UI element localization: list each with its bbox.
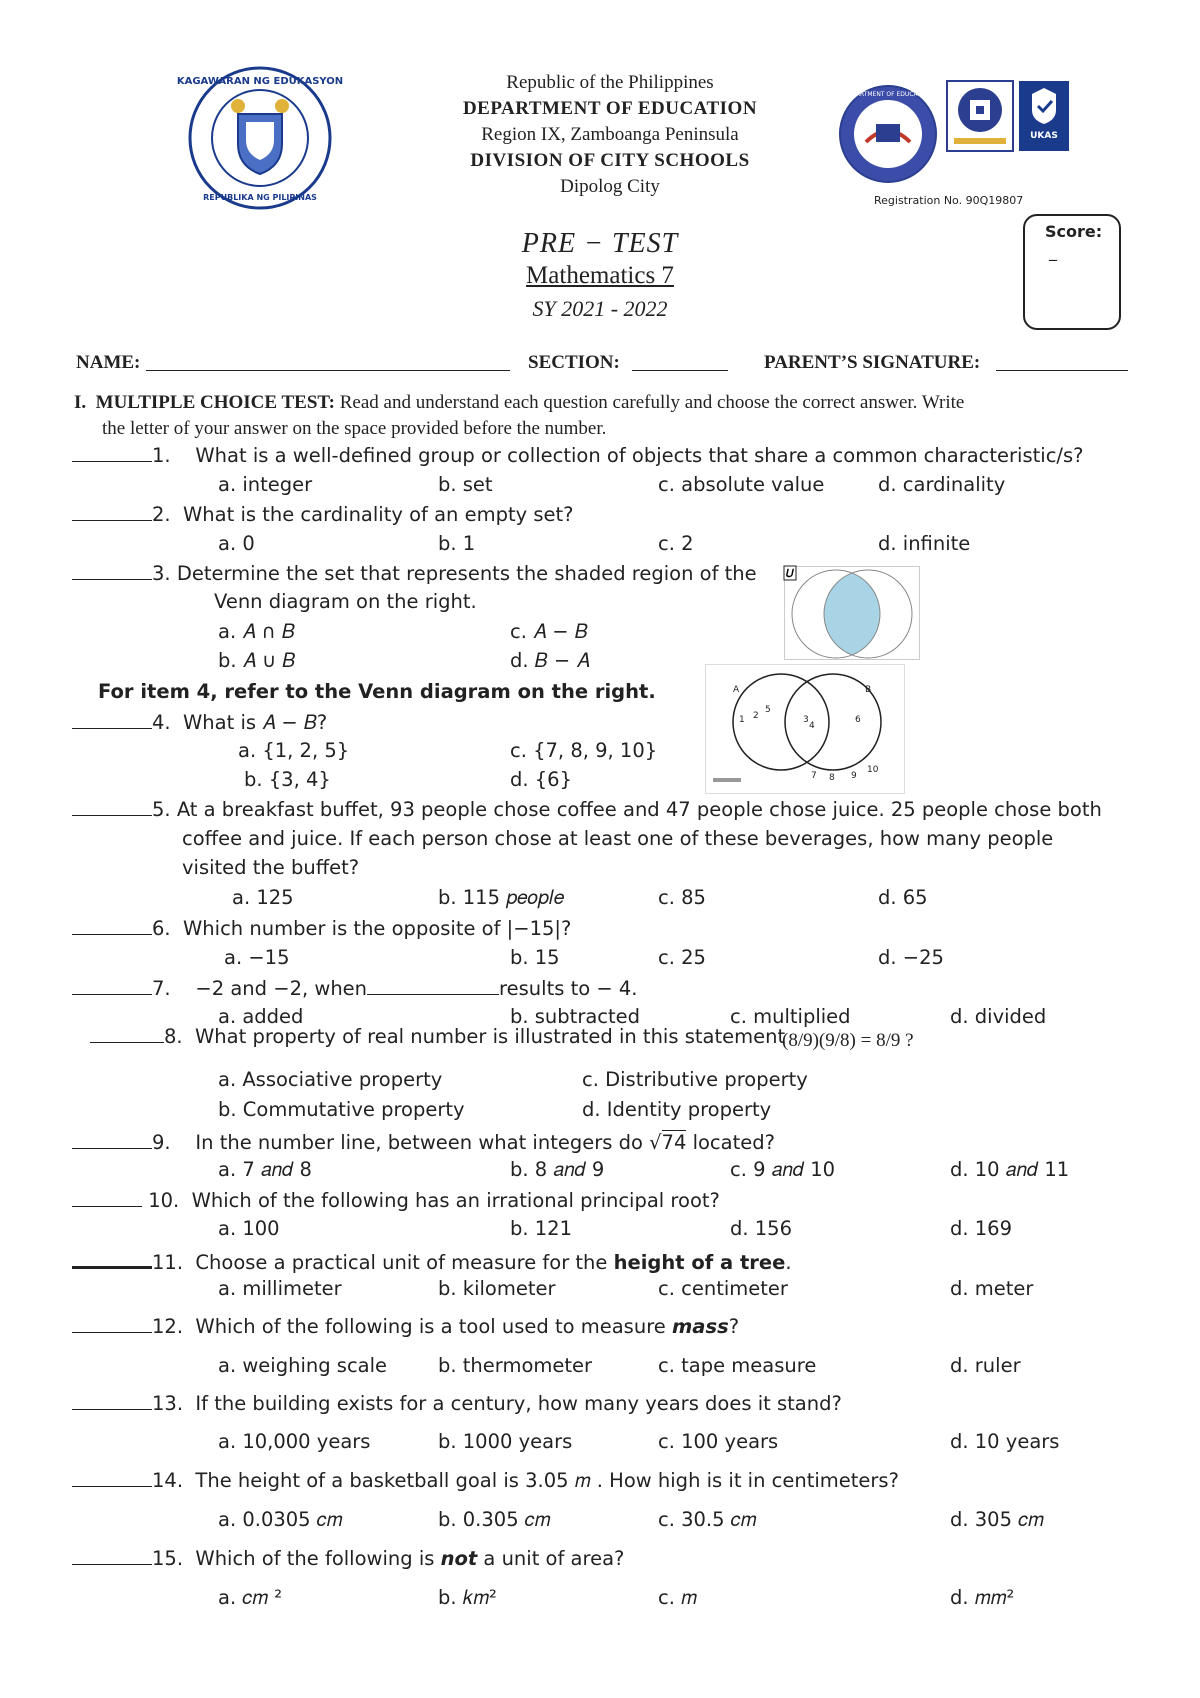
question-5-line-3: visited the buffet? (182, 856, 360, 879)
question-5: 5. At a breakfast buffet, 93 people chose coffee and 47 people chose juice. 25 people chose both (72, 797, 1102, 821)
answer-blank-4[interactable] (72, 710, 152, 729)
seal-top-text: KAGAWARAN NG EDUKASYON (176, 76, 344, 87)
option-11a: a. millimeter (218, 1277, 342, 1300)
venn-outside-1: 7 (811, 771, 817, 781)
parent-signature-line[interactable] (996, 370, 1128, 371)
option-9a: a. 7 𝑎𝑛𝑑 8 (218, 1158, 312, 1181)
venn-diagram-q4 (705, 664, 905, 798)
option-6a: a. −15 (224, 946, 290, 969)
name-label: NAME: (76, 352, 141, 373)
answer-blank-8[interactable] (90, 1024, 164, 1043)
venn-diagram-q3 (784, 566, 920, 664)
option-3b: b. 𝐴 ∪ 𝐵 (218, 649, 296, 672)
option-5b: b. 115 𝑝𝑒𝑜𝑝𝑙𝑒 (438, 886, 565, 909)
instructions-line-2: the letter of your answer on the space provided before the number. (102, 418, 607, 439)
option-5a: a. 125 (232, 886, 294, 909)
option-7c: c. multiplied (730, 1005, 851, 1028)
option-6b: b. 15 (510, 946, 560, 969)
answer-blank-12[interactable] (72, 1314, 152, 1333)
option-2d: d. infinite (878, 532, 971, 555)
venn-both-2: 4 (809, 721, 815, 731)
score-box (1023, 214, 1121, 330)
option-8a: a. Associative property (218, 1068, 443, 1091)
question-15: 15. Which of the following is not a unit of area? (72, 1546, 624, 1570)
option-11c: c. centimeter (658, 1277, 788, 1300)
option-8c: c. Distributive property (582, 1068, 808, 1091)
ukas-text: UKAS (1030, 131, 1058, 141)
option-5d: d. 65 (878, 886, 928, 909)
answer-blank-2[interactable] (72, 502, 152, 521)
option-1c: c. absolute value (658, 473, 825, 496)
school-year: SY 2021 - 2022 (532, 296, 668, 321)
venn-outside-2: 8 (829, 773, 835, 783)
option-11d: d. meter (950, 1277, 1034, 1300)
option-14b: b. 0.305 𝑐𝑚 (438, 1508, 551, 1531)
question-14: 14. The height of a basketball goal is 3.05 𝑚 . How high is it in centimeters? (72, 1468, 899, 1492)
question-3: 3. Determine the set that represents the shaded region of the (72, 561, 757, 585)
question-11: 11. Choose a practical unit of measure for the height of a tree. (72, 1248, 792, 1274)
instructions-line-1: Read and understand each question carefully and choose the correct answer. Write (339, 392, 965, 413)
venn-a-only-1: 1 (739, 715, 745, 725)
section-label: SECTION: (528, 352, 620, 373)
name-input-line[interactable] (146, 370, 510, 371)
svg-text:𝑈: 𝑈 (786, 567, 794, 580)
fill-in-blank-7[interactable] (367, 976, 499, 995)
option-9d: d. 10 𝑎𝑛𝑑 11 (950, 1158, 1070, 1181)
header-division: DIVISION OF CITY SCHOOLS (470, 150, 750, 171)
answer-blank-1[interactable] (72, 443, 152, 462)
iso-certification-badge (946, 80, 1014, 152)
section-heading: MULTIPLE CHOICE TEST: (95, 392, 335, 413)
option-14a: a. 0.0305 𝑐𝑚 (218, 1508, 343, 1531)
question-2: 2. What is the cardinality of an empty set? (72, 502, 574, 526)
question-13: 13. If the building exists for a century, how many years does it stand? (72, 1391, 842, 1415)
answer-blank-14[interactable] (72, 1468, 152, 1487)
option-1b: b. set (438, 473, 493, 496)
option-2c: c. 2 (658, 532, 694, 555)
option-11b: b. kilometer (438, 1277, 556, 1300)
ukas-badge (1018, 80, 1070, 152)
option-15c: c. 𝑚 (658, 1586, 697, 1609)
option-4d: d. {6} (510, 768, 572, 791)
question-6: 6. Which number is the opposite of |−15|? (72, 916, 571, 940)
option-9c: c. 9 𝑎𝑛𝑑 10 (730, 1158, 836, 1181)
option-10b: b. 121 (510, 1217, 572, 1240)
division-logo (838, 84, 938, 184)
registration-number: Registration No. 90Q19807 (874, 194, 1024, 207)
answer-blank-6[interactable] (72, 916, 152, 935)
venn-a-only-2: 2 (753, 711, 759, 721)
option-7b: b. subtracted (510, 1005, 641, 1028)
option-10c: d. 156 (730, 1217, 792, 1240)
question-12: 12. Which of the following is a tool used to measure mass? (72, 1314, 739, 1338)
question-5-line-2: coffee and juice. If each person chose at least one of these beverages, how many people (182, 827, 1054, 850)
question-7: 7. −2 and −2, when results to − 4. (72, 976, 638, 1000)
option-3a: a. 𝐴 ∩ 𝐵 (218, 620, 295, 643)
option-9b: b. 8 𝑎𝑛𝑑 9 (510, 1158, 605, 1181)
venn-label-b: B (865, 685, 872, 695)
venn-a-only-3: 5 (765, 705, 771, 715)
option-8d: d. Identity property (582, 1098, 772, 1121)
answer-blank-15[interactable] (72, 1546, 152, 1565)
option-14c: c. 30.5 𝑐𝑚 (658, 1508, 757, 1531)
header-department: DEPARTMENT OF EDUCATION (462, 98, 758, 119)
section-input-line[interactable] (632, 370, 728, 371)
option-7d: d. divided (950, 1005, 1047, 1028)
question-8: 8. What property of real number is illustrated in this statement (90, 1024, 785, 1048)
option-6d: d. −25 (878, 946, 944, 969)
option-10d: d. 169 (950, 1217, 1012, 1240)
venn-outside-3: 9 (851, 771, 857, 781)
answer-blank-7[interactable] (72, 976, 152, 995)
question-10: 10. Which of the following has an irrational principal root? (72, 1188, 720, 1212)
subject-title: Mathematics 7 (526, 262, 674, 289)
option-15d: d. 𝑚𝑚² (950, 1586, 1015, 1609)
option-14d: d. 305 𝑐𝑚 (950, 1508, 1044, 1531)
answer-blank-10[interactable] (72, 1188, 142, 1207)
header-city: Dipolog City (560, 176, 660, 197)
header-republic: Republic of the Philippines (506, 72, 714, 93)
score-value: _ (1049, 242, 1057, 261)
answer-blank-13[interactable] (72, 1391, 152, 1410)
option-3d: d. 𝐵 − 𝐴 (510, 649, 590, 672)
option-4a: a. {1, 2, 5} (238, 739, 350, 762)
option-12c: c. tape measure (658, 1354, 817, 1377)
answer-blank-9[interactable] (72, 1130, 152, 1149)
question-9: 9. In the number line, between what integers do √74 located? (72, 1130, 775, 1154)
section-number: I. (74, 392, 87, 413)
option-13a: a. 10,000 years (218, 1430, 371, 1453)
question-3-line-2: Venn diagram on the right. (214, 590, 477, 613)
option-12d: d. ruler (950, 1354, 1021, 1377)
venn-label-a: A (733, 685, 740, 695)
option-12a: a. weighing scale (218, 1354, 388, 1377)
parent-signature-label: PARENT’S SIGNATURE: (764, 352, 981, 373)
seal-bottom-text: REPUBLIKA NG PILIPINAS (203, 193, 317, 202)
option-13d: d. 10 years (950, 1430, 1060, 1453)
option-7a: a. added (218, 1005, 304, 1028)
q8-expression: (8/9)(9/8) = 8/9 ? (782, 1030, 914, 1051)
section-instructions (74, 392, 964, 414)
option-1d: d. cardinality (878, 473, 1006, 496)
option-4b: b. {3, 4} (244, 768, 331, 791)
answer-blank-3[interactable] (72, 561, 152, 580)
division-logo-text: DEPARTMENT OF EDUCATION (844, 91, 932, 98)
option-5c: c. 85 (658, 886, 706, 909)
question-4: 4. What is 𝐴 − 𝐵? (72, 710, 327, 734)
option-8b: b. Commutative property (218, 1098, 465, 1121)
score-label: Score: (1045, 222, 1103, 241)
venn-both-1: 3 (803, 715, 809, 725)
option-6c: c. 25 (658, 946, 706, 969)
option-10a: a. 100 (218, 1217, 280, 1240)
answer-blank-5[interactable] (72, 797, 152, 816)
option-15a: a. 𝑐𝑚 ² (218, 1586, 283, 1609)
header-region: Region IX, Zamboanga Peninsula (481, 124, 739, 145)
option-3c: c. 𝐴 − 𝐵 (510, 620, 588, 643)
option-2a: a. 0 (218, 532, 255, 555)
option-1a: a. integer (218, 473, 313, 496)
test-title: PRE − TEST (521, 228, 679, 259)
venn-outside-4: 10 (867, 765, 879, 775)
option-13b: b. 1000 years (438, 1430, 573, 1453)
option-15b: b. 𝑘𝑚² (438, 1586, 497, 1609)
option-2b: b. 1 (438, 532, 476, 555)
deped-seal-logo (176, 66, 344, 210)
question-1: 1. What is a well-defined group or collection of objects that share a common characteristic/s? (72, 443, 1084, 467)
answer-blank-11[interactable] (72, 1248, 152, 1269)
option-4c: c. {7, 8, 9, 10} (510, 739, 658, 762)
option-12b: b. thermometer (438, 1354, 593, 1377)
item-4-note: For item 4, refer to the Venn diagram on the right. (98, 680, 656, 703)
sqrt-radicand: 74 (661, 1131, 687, 1154)
venn-b-only-1: 6 (855, 715, 861, 725)
option-13c: c. 100 years (658, 1430, 779, 1453)
